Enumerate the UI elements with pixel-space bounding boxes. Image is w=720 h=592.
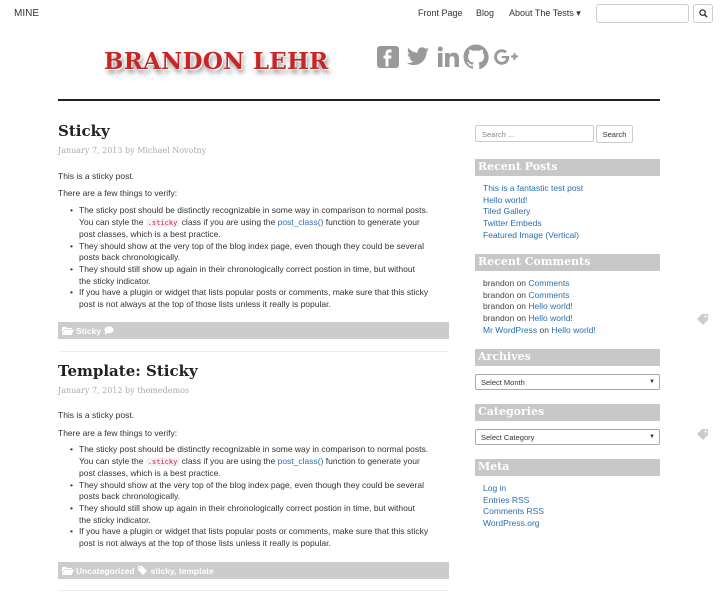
list-item [483,278,596,290]
list-item [483,483,544,495]
nav-search-button[interactable] [693,4,713,23]
bullet-text: the sticky indicator. [79,514,151,525]
comment-post-link[interactable]: Hello world! [528,301,573,312]
list-item [483,518,544,530]
post-bullets-2 [68,444,458,549]
list-item [483,206,583,218]
sticky-code: .sticky [147,457,178,466]
bullet-text: class if you are using the [179,216,278,227]
post-lead-2: There are a few things to verify: [58,428,178,438]
widget-title-recent-posts: Recent Posts [475,159,660,176]
caret-down-icon: ▼ [649,379,655,385]
post-separator [58,590,449,591]
github-icon[interactable] [463,44,489,70]
bullet-text: They should still show up again in their chronologically correct postion in time, but without [79,502,415,513]
bullet-text: They should show at the very top of the blog index page, even though they could be several [79,240,424,251]
bullet-text: They should still show up again in their chronologically correct postion in time, but without [79,263,415,274]
list-item [483,313,596,325]
comment-post-link[interactable]: Hello world! [551,324,596,335]
comment-post-link[interactable]: Comments [528,289,570,300]
comment-post-link[interactable]: Hello world! [528,313,573,324]
recent-post-link[interactable]: This is a fantastic test post [483,183,584,193]
floating-tag-icon[interactable] [696,427,710,441]
post-meta-text: January 7, 2012 by themedemos [58,386,189,395]
list-item [68,444,458,480]
category-link[interactable]: Uncategorized [76,565,135,576]
category-link[interactable]: Sticky [76,325,102,336]
bullet-text: the sticky indicator. [79,275,151,286]
comment-author: brandon [483,313,515,324]
comment-author: brandon [483,301,515,312]
list-item [68,526,458,549]
meta-comments-rss-link[interactable]: Comments RSS [483,506,544,517]
recent-post-link[interactable]: Tiled Gallery [483,206,531,217]
list-item [483,301,596,313]
list-item [483,183,583,195]
brand-link[interactable]: MINE [14,8,39,19]
recent-post-link[interactable]: Hello world! [483,194,528,205]
meta-list [483,483,544,530]
nav-search-input[interactable] [596,4,689,23]
list-item [68,480,458,503]
bullet-text: post classes, which is a best practice. [79,468,221,479]
meta-login-link[interactable]: Log in [483,483,507,493]
post-title-1[interactable]: Sticky [58,122,110,140]
list-item [68,503,458,526]
bullet-text: If you have a plugin or widget that lists popular posts or comments, make sure that this sticky [79,287,429,298]
search-icon [699,9,708,18]
bullet-text: You can style the [79,216,146,227]
floating-tag-icon[interactable] [696,312,710,326]
post-meta-2 [58,386,189,395]
bullet-text: They should show at the very top of the blog index page, even though they could be several [79,479,424,490]
list-item [483,218,583,230]
bullet-text: post is not always at the top of those lists unless it really is popular. [79,298,331,309]
tags-icon [138,566,149,575]
comment-on: on [514,289,529,300]
recent-posts-list [483,183,583,242]
bullet-text: posts back chronologically. [79,252,180,263]
list-item [483,195,583,207]
post-class-link[interactable]: post_class() [277,216,324,227]
bullet-text: post is not always at the top of those lists unless it really is popular. [79,537,331,548]
list-item [483,495,544,507]
list-item [68,205,458,241]
bullet-text: function to generate your [323,216,420,227]
recent-comments-list [483,278,596,337]
nav-about-the-tests-dropdown[interactable]: About The Tests ▾ [509,8,581,18]
post-class-link[interactable]: post_class() [277,455,324,466]
list-item [483,290,596,302]
post-intro-2: This is a sticky post. [58,410,135,420]
comment-icon [104,326,114,335]
comment-author: brandon [483,278,515,288]
widget-title-recent-comments: Recent Comments [475,254,660,271]
bullet-text: The sticky post should be distinctly recognizable in some way in comparison to normal posts. [79,205,429,215]
post-footer-2 [58,562,449,579]
comment-on: on [537,324,552,335]
post-bullets-1 [68,205,458,310]
caret-down-icon: ▼ [649,434,655,440]
header-divider [58,99,660,101]
sidebar-search-input[interactable]: Search ... [475,125,594,142]
comment-author-link[interactable]: Mr WordPress [483,324,538,335]
post-intro-1: This is a sticky post. [58,171,135,181]
nav-blog[interactable]: Blog [476,8,495,18]
archives-select-value: Select Month [481,378,525,387]
top-navbar [0,0,720,28]
post-separator [58,351,449,352]
google-plus-icon[interactable] [493,44,519,70]
facebook-icon[interactable] [375,44,401,70]
comment-on: on [514,278,529,288]
comment-post-link[interactable]: Comments [528,278,570,288]
bullet-text: post classes, which is a best practice. [79,229,221,240]
list-item [68,287,458,310]
post-meta-1 [58,146,206,155]
nav-front-page[interactable]: Front Page [418,8,463,18]
bullet-text: The sticky post should be distinctly recognizable in some way in comparison to normal posts. [79,444,429,454]
sticky-code: .sticky [147,218,178,227]
list-item [68,241,458,264]
list-item [483,325,596,337]
widget-title-archives: Archives [475,349,660,366]
folder-open-icon [62,566,74,575]
bullet-text: You can style the [79,455,146,466]
folder-open-icon [62,326,74,335]
bullet-text: posts back chronologically. [79,491,180,502]
recent-post-link[interactable]: Featured Image (Vertical) [483,229,579,240]
meta-wordpress-link[interactable]: WordPress.org [483,518,540,529]
post-lead-1: There are a few things to verify: [58,188,178,198]
sidebar-search-button[interactable]: Search [596,125,633,143]
comment-author: brandon [483,289,515,300]
categories-select-value: Select Category [481,433,535,442]
list-item [483,506,544,518]
tags-links[interactable]: sticky, template [150,565,214,576]
twitter-icon[interactable] [405,44,431,70]
post-footer-1 [58,322,449,339]
bullet-text: If you have a plugin or widget that lists popular posts or comments, make sure that this sticky [79,526,429,537]
widget-title-categories: Categories [475,404,660,421]
comment-on: on [514,301,529,312]
categories-select[interactable] [475,429,660,445]
comment-on: on [514,313,529,324]
bullet-text: class if you are using the [179,455,278,466]
meta-entries-rss-link[interactable]: Entries RSS [483,494,530,505]
archives-select[interactable] [475,374,660,390]
bullet-text: function to generate your [323,455,420,466]
recent-post-link[interactable]: Twitter Embeds [483,218,542,229]
widget-title-meta: Meta [475,459,660,476]
linkedin-icon[interactable] [435,44,461,70]
list-item [68,264,458,287]
post-title-2[interactable]: Template: Sticky [58,362,198,380]
post-meta-text: January 7, 2013 by Michael Novotny [58,146,207,155]
list-item [483,230,583,242]
site-title[interactable]: BRANDON LEHR [104,48,329,75]
